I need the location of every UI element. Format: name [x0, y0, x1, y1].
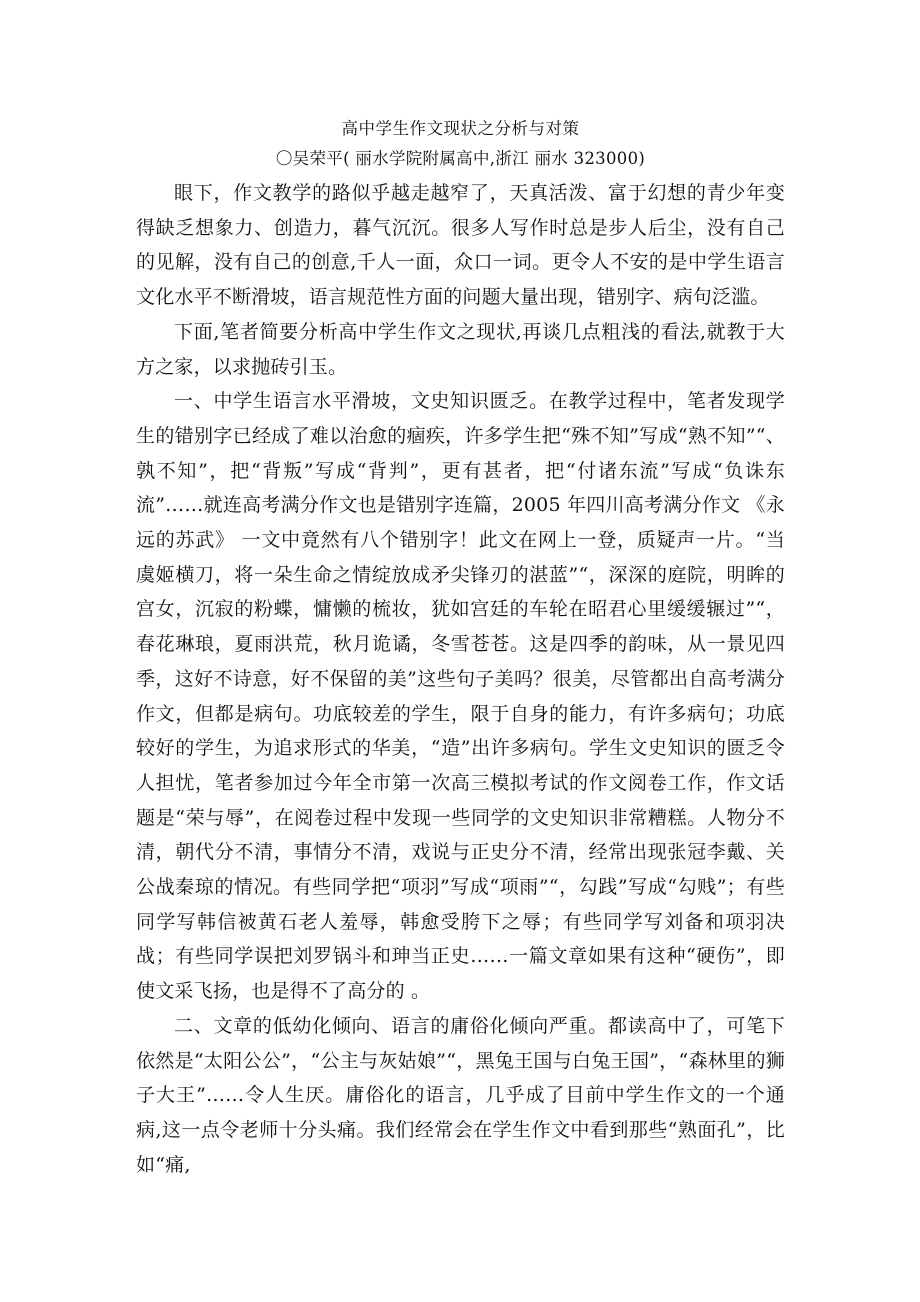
author-affiliation: 〇吴荣平( 丽水学院附属高中,浙江 丽水 323000) — [275, 149, 646, 168]
article-title: 高中学生作文现状之分析与对策 — [341, 119, 580, 138]
article-body — [136, 176, 785, 1182]
paragraph-purpose: 下面,笔者简要分析高中学生作文之现状,再谈几点粗浅的看法,就教于大方之家，以求抛砖引玉。 — [136, 320, 785, 378]
paragraph-section-two: 二、文章的低幼化倾向、语言的庸俗化倾向严重。都读高中了，可笔下依然是“太阳公公”，“公主与灰姑娘”“，黑兔王国与白兔王国”，“森林里的狮子大王”……令人生厌。庸俗化的语言，几乎成了目前中学生作文的一个通病,这一点令老师十分头痛。我们经常会在学生作文中看到那些“熟面孔”，比如“痛, — [136, 1014, 785, 1176]
paragraph-section-one: 一、中学生语言水平滑坡，文史知识匮乏。在教学过程中，笔者发现学生的错别字已经成了难以治愈的痼疾，许多学生把“殊不知”写成“熟不知”“、孰不知”，把“背叛”写成“背判”，更有甚者，把“付诸东流”写成“负诛东流”……就连高考满分作文也是错别字连篇，2005 年四川高考满分作文 《永远的苏武》 一文中竟然有八个错别字！此文在网上一登，质疑声一片。“当虞姬横刀，将一朵生命之情绽放成矛尖锋刃的湛蓝”“，深深的庭院，明眸的宫女，沉寂的粉蝶，慵懒的梳妆，犹如宫廷的车轮在昭君心里缓缓辗过”“，春花琳琅，夏雨洪荒，秋月诡谲，冬雪苍苍。这是四季的韵味，从一景见四季，这好不诗意，好不保留的美”这些句子美吗？很美，尽管都出自高考满分作文，但都是病句。功底较差的学生，限于自身的能力，有许多病句；功底较好的学生，为追求形式的华美，“造”出许多病句。学生文史知识的匮乏令人担忧，笔者参加过今年全市第一次高三模拟考试的作文阅卷工作，作文话题是“荣与辱”，在阅卷过程中发现一些同学的文史知识非常糟糕。人物分不清，朝代分不清，事情分不清，戏说与正史分不清，经常出现张冠李戴、关公战秦琼的情况。有些同学把“项羽”写成“项雨”“，勾践”写成“勾贱”；有些同学写韩信被黄石老人羞辱，韩愈受胯下之辱；有些同学写刘备和项羽决战；有些同学误把刘罗锅斗和珅当正史……一篇文章如果有这种“硬伤”，即使文采飞扬，也是得不了高分的 。 — [136, 390, 785, 1003]
paragraph-intro: 眼下，作文教学的路似乎越走越窄了，天真活泼、富于幻想的青少年变得缺乏想象力、创造力，暮气沉沉。很多人写作时总是步人后尘，没有自己的见解，没有自己的创意,千人一面，众口一词。更令人不安的是中学生语言文化水平不断滑坡，语言规范性方面的问题大量出现，错别字、病句泛滥。 — [136, 182, 785, 309]
